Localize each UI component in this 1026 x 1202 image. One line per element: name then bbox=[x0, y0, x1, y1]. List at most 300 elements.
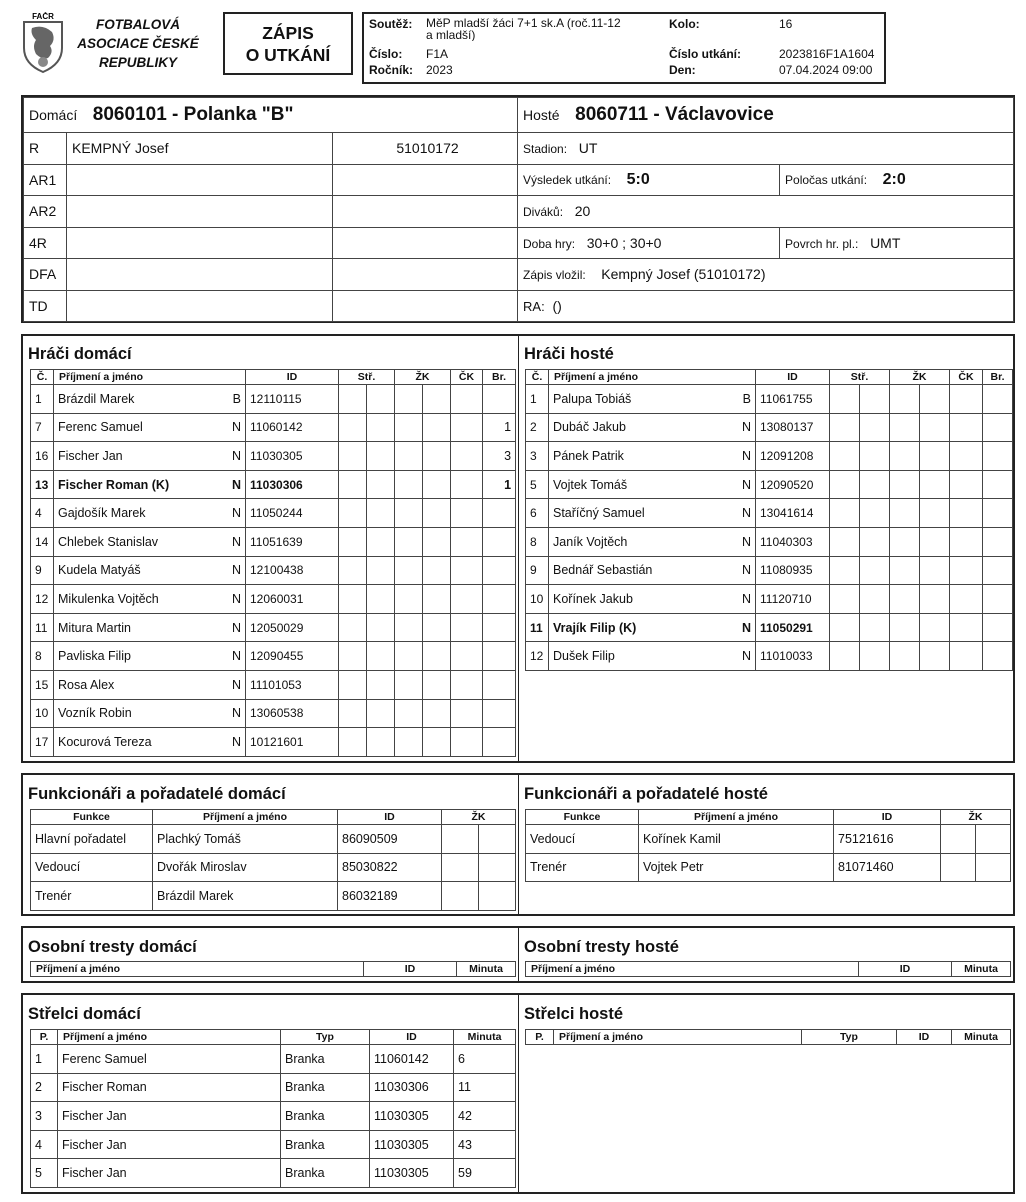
halftime-cell: Poločas utkání: 2:0 bbox=[780, 164, 1014, 196]
functionary-row bbox=[31, 853, 516, 882]
scorer-minute: 43 bbox=[454, 1130, 516, 1159]
scorer-name: Fischer Jan bbox=[58, 1102, 281, 1131]
scorer-minute: 59 bbox=[454, 1159, 516, 1188]
players-box bbox=[21, 334, 1015, 763]
player-stat-cell bbox=[395, 556, 423, 585]
player-stat-cell bbox=[423, 527, 451, 556]
player-goals bbox=[483, 613, 516, 642]
official-name bbox=[67, 259, 333, 291]
player-stat-cell bbox=[367, 670, 395, 699]
player-stat-cell bbox=[451, 442, 483, 471]
player-stat-cell bbox=[830, 499, 860, 528]
players-away-table bbox=[525, 369, 1013, 671]
scorer-type: Branka bbox=[281, 1130, 370, 1159]
player-name: Dušek Filip bbox=[553, 649, 615, 664]
player-stat-cell bbox=[860, 470, 890, 499]
player-position: N bbox=[231, 677, 241, 692]
player-id: 12060031 bbox=[246, 585, 339, 614]
facr-logo bbox=[20, 12, 66, 74]
col-minute: Minuta bbox=[952, 1030, 1011, 1045]
player-stat-cell bbox=[920, 556, 950, 585]
scorer-type: Branka bbox=[281, 1045, 370, 1074]
player-stat-cell bbox=[423, 470, 451, 499]
player-stat-cell bbox=[339, 728, 367, 757]
player-stat-cell bbox=[860, 642, 890, 671]
player-name: Pánek Patrik bbox=[553, 448, 624, 463]
player-row bbox=[526, 527, 1013, 556]
player-stat-cell bbox=[890, 585, 920, 614]
player-row bbox=[31, 442, 516, 471]
player-id: 11101053 bbox=[246, 670, 339, 699]
player-stat-cell bbox=[451, 385, 483, 414]
player-stat-cell bbox=[395, 670, 423, 699]
functionary-id: 86032189 bbox=[338, 882, 442, 911]
player-stat-cell bbox=[950, 527, 983, 556]
den-label: Den: bbox=[669, 63, 696, 77]
player-id: 12110115 bbox=[246, 385, 339, 414]
player-row bbox=[526, 556, 1013, 585]
logo-text: FAČR bbox=[32, 12, 54, 21]
player-name: Fischer Roman (K) bbox=[58, 477, 170, 492]
player-stat-cell bbox=[423, 385, 451, 414]
player-stat-cell bbox=[950, 642, 983, 671]
player-row bbox=[31, 585, 516, 614]
kolo-label: Kolo: bbox=[669, 17, 700, 31]
player-id: 12050029 bbox=[246, 613, 339, 642]
player-stat-cell bbox=[830, 642, 860, 671]
player-number: 9 bbox=[526, 556, 549, 585]
report-title-line-1: ZÁPIS bbox=[262, 23, 314, 43]
player-stat-cell bbox=[423, 413, 451, 442]
official-name: KEMPNÝ Josef bbox=[67, 133, 333, 165]
player-stat-cell bbox=[860, 413, 890, 442]
player-number: 10 bbox=[31, 699, 54, 728]
ra-cell: RA: () bbox=[518, 290, 1014, 322]
entered-by-cell: Zápis vložil: Kempný Josef (51010172) bbox=[518, 259, 1014, 291]
player-stat-cell bbox=[339, 499, 367, 528]
player-row bbox=[31, 385, 516, 414]
player-name-cell bbox=[549, 385, 756, 414]
player-goals bbox=[983, 442, 1013, 471]
functionary-card-cell bbox=[941, 853, 976, 882]
player-stat-cell bbox=[451, 585, 483, 614]
col-type: Typ bbox=[281, 1030, 370, 1045]
player-name-cell bbox=[549, 585, 756, 614]
col-zk: ŽK bbox=[395, 370, 451, 385]
official-role: DFA bbox=[24, 259, 67, 291]
scorer-id: 11030305 bbox=[370, 1130, 454, 1159]
player-row bbox=[31, 670, 516, 699]
functionary-card-cell bbox=[442, 882, 479, 911]
col-name: Příjmení a jméno bbox=[153, 810, 338, 825]
player-goals bbox=[983, 413, 1013, 442]
player-name-cell bbox=[54, 556, 246, 585]
col-function: Funkce bbox=[526, 810, 639, 825]
col-id: ID bbox=[364, 962, 457, 977]
player-row bbox=[31, 413, 516, 442]
player-position: N bbox=[741, 448, 751, 463]
player-stat-cell bbox=[890, 642, 920, 671]
player-position: N bbox=[741, 534, 751, 549]
player-stat-cell bbox=[950, 499, 983, 528]
col-name: Příjmení a jméno bbox=[554, 1030, 802, 1045]
player-goals bbox=[983, 385, 1013, 414]
player-number: 16 bbox=[31, 442, 54, 471]
player-name: Kocurová Tereza bbox=[58, 734, 152, 749]
scorer-id: 11030305 bbox=[370, 1159, 454, 1188]
player-stat-cell bbox=[920, 613, 950, 642]
col-br: Br. bbox=[983, 370, 1013, 385]
player-name-cell bbox=[549, 499, 756, 528]
player-stat-cell bbox=[950, 556, 983, 585]
tresty-home-title: Osobní tresty domácí bbox=[28, 938, 197, 956]
player-stat-cell bbox=[339, 527, 367, 556]
func-home-table bbox=[30, 809, 516, 911]
player-name-cell bbox=[54, 670, 246, 699]
col-zk: ŽK bbox=[890, 370, 950, 385]
player-goals bbox=[483, 699, 516, 728]
facr-crest-icon bbox=[20, 12, 66, 74]
player-goals bbox=[483, 385, 516, 414]
player-stat-cell bbox=[860, 442, 890, 471]
functionary-name: Kořínek Kamil bbox=[639, 825, 834, 854]
player-name-cell bbox=[54, 728, 246, 757]
rocnik-value: 2023 bbox=[426, 63, 453, 77]
penalties-box bbox=[21, 926, 1015, 983]
player-number: 9 bbox=[31, 556, 54, 585]
scorer-id: 11030306 bbox=[370, 1073, 454, 1102]
player-position: N bbox=[231, 620, 241, 635]
report-title-line-2: O UTKÁNÍ bbox=[245, 45, 331, 65]
col-name: Příjmení a jméno bbox=[58, 1030, 281, 1045]
player-number: 12 bbox=[526, 642, 549, 671]
player-name-cell bbox=[549, 556, 756, 585]
player-stat-cell bbox=[367, 728, 395, 757]
player-name: Brázdil Marek bbox=[58, 391, 135, 406]
player-stat-cell bbox=[395, 385, 423, 414]
player-position: N bbox=[741, 420, 751, 435]
player-stat-cell bbox=[860, 585, 890, 614]
col-name: Příjmení a jméno bbox=[526, 962, 859, 977]
player-stat-cell bbox=[367, 613, 395, 642]
player-name-cell bbox=[54, 527, 246, 556]
player-stat-cell bbox=[451, 642, 483, 671]
player-name: Dubáč Jakub bbox=[553, 420, 626, 435]
player-position: N bbox=[231, 563, 241, 578]
functionary-row bbox=[31, 882, 516, 911]
player-row bbox=[526, 470, 1013, 499]
strelci-home-title: Střelci domácí bbox=[28, 1005, 141, 1023]
player-number: 11 bbox=[526, 613, 549, 642]
player-name: Palupa Tobiáš bbox=[553, 391, 632, 406]
player-id: 12100438 bbox=[246, 556, 339, 585]
col-id: ID bbox=[246, 370, 339, 385]
player-stat-cell bbox=[890, 442, 920, 471]
functionary-role: Vedoucí bbox=[526, 825, 639, 854]
player-name-cell bbox=[54, 442, 246, 471]
player-id: 11040303 bbox=[756, 527, 830, 556]
player-stat-cell bbox=[830, 527, 860, 556]
col-id: ID bbox=[370, 1030, 454, 1045]
player-name: Fischer Jan bbox=[58, 448, 123, 463]
player-stat-cell bbox=[367, 385, 395, 414]
player-stat-cell bbox=[423, 699, 451, 728]
result-value: 5:0 bbox=[626, 170, 650, 188]
scorer-type: Branka bbox=[281, 1102, 370, 1131]
scorer-row bbox=[31, 1073, 516, 1102]
functionary-id: 85030822 bbox=[338, 853, 442, 882]
scorer-type: Branka bbox=[281, 1073, 370, 1102]
functionary-card-cell bbox=[976, 825, 1011, 854]
player-stat-cell bbox=[830, 613, 860, 642]
col-br: Br. bbox=[483, 370, 516, 385]
player-id: 11010033 bbox=[756, 642, 830, 671]
player-name-cell bbox=[549, 442, 756, 471]
player-stat-cell bbox=[451, 556, 483, 585]
player-position: N bbox=[741, 649, 751, 664]
player-stat-cell bbox=[339, 556, 367, 585]
col-p: P. bbox=[526, 1030, 554, 1045]
player-stat-cell bbox=[367, 442, 395, 471]
player-position: N bbox=[231, 706, 241, 721]
player-row bbox=[526, 413, 1013, 442]
player-number: 5 bbox=[526, 470, 549, 499]
player-stat-cell bbox=[860, 527, 890, 556]
col-id: ID bbox=[756, 370, 830, 385]
player-stat-cell bbox=[890, 413, 920, 442]
player-stat-cell bbox=[830, 385, 860, 414]
scorer-minute: 11 bbox=[454, 1073, 516, 1102]
player-number: 4 bbox=[31, 499, 54, 528]
player-number: 7 bbox=[31, 413, 54, 442]
player-stat-cell bbox=[920, 470, 950, 499]
player-stat-cell bbox=[920, 499, 950, 528]
player-goals bbox=[983, 556, 1013, 585]
player-number: 11 bbox=[31, 613, 54, 642]
player-stat-cell bbox=[339, 642, 367, 671]
player-number: 8 bbox=[526, 527, 549, 556]
official-role: R bbox=[24, 133, 67, 165]
player-position: N bbox=[741, 591, 751, 606]
player-position: N bbox=[741, 620, 751, 635]
functionary-row bbox=[526, 853, 1011, 882]
functionary-card-cell bbox=[976, 853, 1011, 882]
player-id: 11030305 bbox=[246, 442, 339, 471]
official-name bbox=[67, 196, 333, 228]
scorer-minute: 6 bbox=[454, 1045, 516, 1074]
player-name: Kořínek Jakub bbox=[553, 591, 633, 606]
player-name-cell bbox=[54, 499, 246, 528]
player-position: B bbox=[232, 391, 241, 406]
player-goals bbox=[983, 585, 1013, 614]
player-stat-cell bbox=[423, 728, 451, 757]
player-stat-cell bbox=[830, 442, 860, 471]
player-id: 12091208 bbox=[756, 442, 830, 471]
halftime-value: 2:0 bbox=[882, 170, 906, 188]
player-number: 1 bbox=[526, 385, 549, 414]
federation-line-1: FOTBALOVÁ bbox=[96, 17, 180, 32]
player-id: 13080137 bbox=[756, 413, 830, 442]
player-stat-cell bbox=[423, 585, 451, 614]
player-goals: 1 bbox=[483, 470, 516, 499]
player-stat-cell bbox=[920, 527, 950, 556]
col-ck: ČK bbox=[451, 370, 483, 385]
player-stat-cell bbox=[395, 442, 423, 471]
player-name: Janík Vojtěch bbox=[553, 534, 628, 549]
tresty-away-title: Osobní tresty hosté bbox=[524, 938, 679, 956]
player-stat-cell bbox=[451, 699, 483, 728]
functionary-card-cell bbox=[442, 825, 479, 854]
player-stat-cell bbox=[367, 413, 395, 442]
player-stat-cell bbox=[830, 556, 860, 585]
player-id: 11030306 bbox=[246, 470, 339, 499]
col-function: Funkce bbox=[31, 810, 153, 825]
col-str: Stř. bbox=[830, 370, 890, 385]
player-stat-cell bbox=[367, 556, 395, 585]
player-row bbox=[31, 642, 516, 671]
official-name bbox=[67, 227, 333, 259]
functionary-name: Vojtek Petr bbox=[639, 853, 834, 882]
player-position: N bbox=[741, 563, 751, 578]
official-role: 4R bbox=[24, 227, 67, 259]
player-goals bbox=[983, 499, 1013, 528]
den-value: 07.04.2024 09:00 bbox=[779, 63, 873, 77]
player-stat-cell bbox=[423, 499, 451, 528]
scorer-row bbox=[31, 1130, 516, 1159]
player-stat-cell bbox=[860, 385, 890, 414]
player-name-cell bbox=[549, 642, 756, 671]
functionary-id: 75121616 bbox=[834, 825, 941, 854]
player-position: N bbox=[231, 734, 241, 749]
col-id: ID bbox=[338, 810, 442, 825]
player-stat-cell bbox=[395, 585, 423, 614]
player-position: N bbox=[231, 477, 241, 492]
player-id: 11061755 bbox=[756, 385, 830, 414]
player-stat-cell bbox=[950, 585, 983, 614]
player-name: Staříčný Samuel bbox=[553, 506, 645, 521]
functionary-card-cell bbox=[479, 882, 516, 911]
player-name-cell bbox=[54, 642, 246, 671]
player-stat-cell bbox=[395, 642, 423, 671]
player-position: N bbox=[231, 649, 241, 664]
player-stat-cell bbox=[339, 670, 367, 699]
player-stat-cell bbox=[950, 385, 983, 414]
functionary-role: Trenér bbox=[31, 882, 153, 911]
player-id: 11051639 bbox=[246, 527, 339, 556]
col-name: Příjmení a jméno bbox=[54, 370, 246, 385]
player-stat-cell bbox=[451, 670, 483, 699]
cislo-value: F1A bbox=[426, 47, 449, 61]
functionary-role: Trenér bbox=[526, 853, 639, 882]
player-name: Bednář Sebastián bbox=[553, 563, 653, 578]
player-stat-cell bbox=[395, 499, 423, 528]
player-name: Gajdošík Marek bbox=[58, 506, 146, 521]
player-name: Chlebek Stanislav bbox=[58, 534, 159, 549]
rocnik-label: Ročník: bbox=[369, 63, 414, 77]
player-stat-cell bbox=[830, 470, 860, 499]
home-team-cell: Domácí 8060101 - Polanka "B" bbox=[24, 98, 518, 133]
functionary-name: Plachký Tomáš bbox=[153, 825, 338, 854]
col-name: Příjmení a jméno bbox=[31, 962, 364, 977]
player-goals bbox=[483, 585, 516, 614]
player-stat-cell bbox=[451, 728, 483, 757]
player-goals bbox=[983, 470, 1013, 499]
functionary-name: Dvořák Miroslav bbox=[153, 853, 338, 882]
scorer-id: 11030305 bbox=[370, 1102, 454, 1131]
player-number: 6 bbox=[526, 499, 549, 528]
player-id: 13060538 bbox=[246, 699, 339, 728]
player-number: 14 bbox=[31, 527, 54, 556]
player-number: 3 bbox=[526, 442, 549, 471]
scorer-order: 5 bbox=[31, 1159, 58, 1188]
scorer-id: 11060142 bbox=[370, 1045, 454, 1074]
player-stat-cell bbox=[890, 556, 920, 585]
col-name: Příjmení a jméno bbox=[639, 810, 834, 825]
player-number: 17 bbox=[31, 728, 54, 757]
player-row bbox=[31, 556, 516, 585]
player-stat-cell bbox=[920, 442, 950, 471]
player-name-cell bbox=[54, 470, 246, 499]
player-stat-cell bbox=[890, 385, 920, 414]
scorers-box bbox=[21, 993, 1015, 1194]
player-name: Ferenc Samuel bbox=[58, 420, 143, 435]
player-stat-cell bbox=[950, 470, 983, 499]
play-time-cell: Doba hry: 30+0 ; 30+0 bbox=[518, 227, 780, 259]
player-stat-cell bbox=[950, 442, 983, 471]
player-stat-cell bbox=[423, 613, 451, 642]
strelci-away-table bbox=[525, 1029, 1011, 1045]
player-stat-cell bbox=[339, 442, 367, 471]
player-stat-cell bbox=[950, 613, 983, 642]
col-minute: Minuta bbox=[454, 1030, 516, 1045]
player-stat-cell bbox=[423, 556, 451, 585]
col-minute: Minuta bbox=[952, 962, 1011, 977]
player-position: N bbox=[231, 534, 241, 549]
player-position: N bbox=[231, 420, 241, 435]
scorer-minute: 42 bbox=[454, 1102, 516, 1131]
official-id: 51010172 bbox=[333, 133, 518, 165]
player-stat-cell bbox=[451, 413, 483, 442]
player-name-cell bbox=[54, 613, 246, 642]
away-team-name: 8060711 - Václavovice bbox=[575, 104, 774, 125]
scorer-name: Fischer Jan bbox=[58, 1130, 281, 1159]
player-row bbox=[526, 499, 1013, 528]
player-number: 8 bbox=[31, 642, 54, 671]
player-stat-cell bbox=[339, 413, 367, 442]
player-stat-cell bbox=[451, 613, 483, 642]
players-home-table bbox=[30, 369, 516, 757]
scorer-order: 4 bbox=[31, 1130, 58, 1159]
player-stat-cell bbox=[423, 442, 451, 471]
player-row bbox=[526, 385, 1013, 414]
col-zk: ŽK bbox=[442, 810, 516, 825]
scorer-type: Branka bbox=[281, 1159, 370, 1188]
player-stat-cell bbox=[920, 385, 950, 414]
player-stat-cell bbox=[339, 385, 367, 414]
player-number: 12 bbox=[31, 585, 54, 614]
col-id: ID bbox=[834, 810, 941, 825]
strelci-away-title: Střelci hosté bbox=[524, 1005, 624, 1023]
player-name: Vozník Robin bbox=[58, 706, 132, 721]
official-name bbox=[67, 290, 333, 322]
player-stat-cell bbox=[830, 585, 860, 614]
functionary-id: 81071460 bbox=[834, 853, 941, 882]
player-stat-cell bbox=[339, 585, 367, 614]
player-id: 11080935 bbox=[756, 556, 830, 585]
player-position: N bbox=[741, 506, 751, 521]
col-name: Příjmení a jméno bbox=[549, 370, 756, 385]
player-name-cell bbox=[54, 585, 246, 614]
